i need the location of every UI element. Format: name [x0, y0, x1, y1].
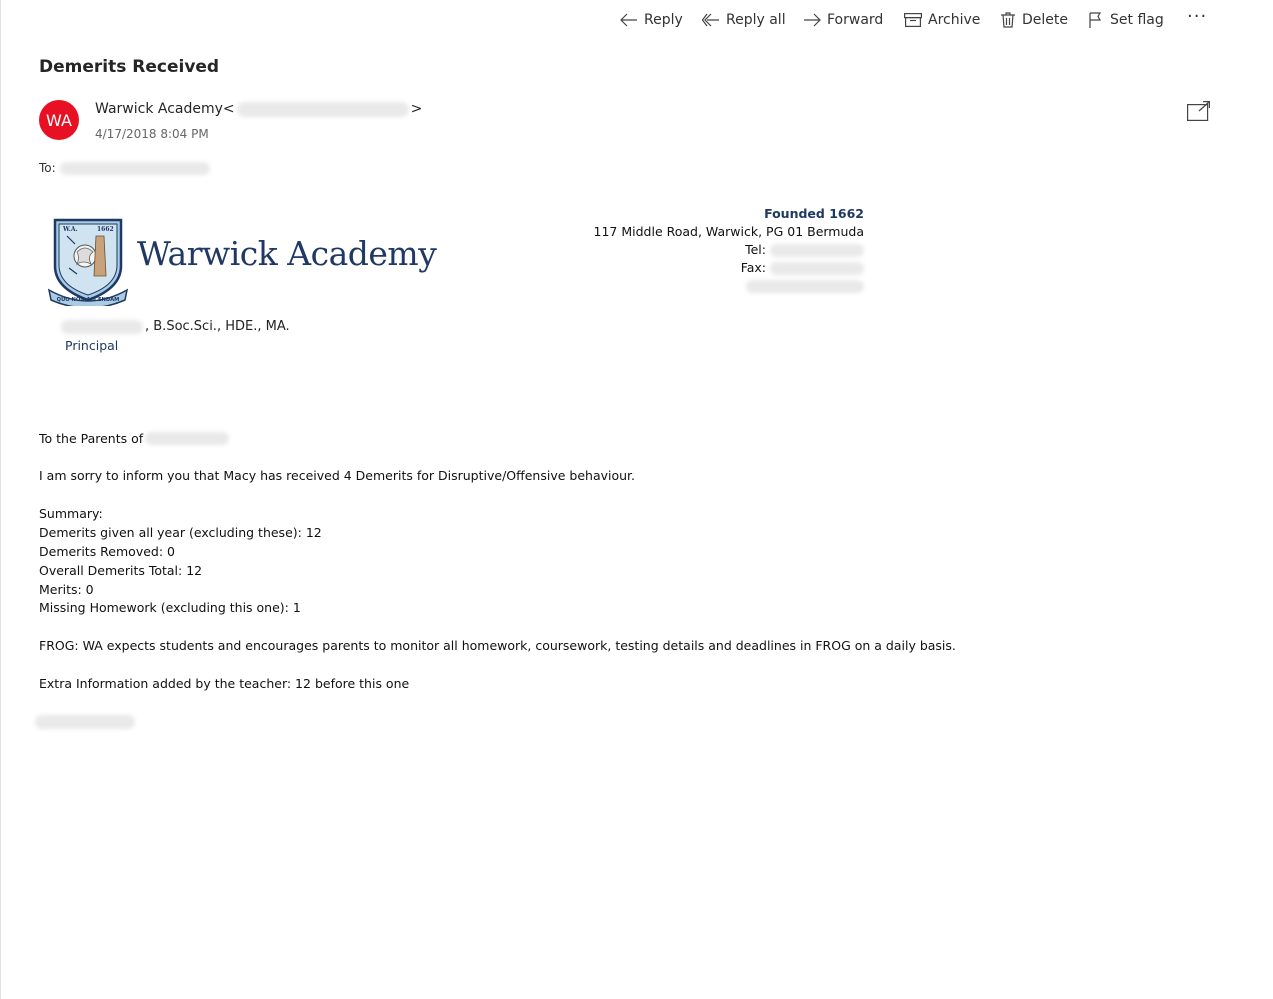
archive-label: Archive [928, 12, 981, 28]
sender-address-open: < [222, 101, 235, 117]
principal-credentials: , B.Soc.Sci., HDE., MA. [145, 319, 290, 334]
sender-line[interactable] [95, 101, 422, 117]
school-address: 117 Middle Road, Warwick, PG 01 Bermuda [593, 224, 864, 239]
forward-button[interactable] [803, 8, 883, 32]
school-crest-logo [47, 216, 129, 306]
message-subject: Demerits Received [39, 57, 220, 77]
reply-label: Reply [644, 12, 683, 28]
frog-paragraph: FROG: WA expects students and encourages parents to monitor all homework, coursework, testing details and deadlines in FROG on a daily basis. [39, 638, 956, 653]
reply-all-label: Reply all [726, 12, 786, 28]
recipients-line [39, 161, 210, 175]
summary-line: Demerits Removed: 0 [39, 544, 175, 559]
open-in-new-window-button[interactable] [1187, 101, 1211, 125]
school-name-logotype: Warwick Academy [137, 234, 437, 273]
sender-address-close: > [410, 101, 423, 117]
forward-label: Forward [827, 12, 884, 28]
tel-line [594, 241, 864, 259]
svg-text:1662: 1662 [97, 226, 114, 233]
flag-icon [1088, 12, 1104, 28]
greeting-text: To the Parents of [39, 431, 144, 446]
school-contact-block [594, 205, 864, 295]
redacted-signature [35, 715, 135, 729]
principal-title: Principal [65, 338, 119, 353]
fax-line [594, 259, 864, 277]
forward-icon [803, 13, 821, 27]
redacted-sender-address [237, 102, 409, 117]
summary-label: Summary: [39, 506, 103, 521]
delete-label: Delete [1022, 12, 1068, 28]
reply-button[interactable] [620, 8, 683, 32]
set-flag-label: Set flag [1110, 12, 1164, 28]
redacted-student-name [145, 432, 229, 445]
summary-line: Merits: 0 [39, 582, 94, 597]
archive-icon [904, 13, 922, 27]
set-flag-button[interactable] [1088, 8, 1164, 32]
popout-icon [1187, 101, 1211, 121]
archive-button[interactable] [904, 8, 980, 32]
tel-label: Tel: [745, 242, 766, 257]
redacted-principal-name [61, 320, 143, 334]
sender-avatar[interactable]: WA [39, 100, 79, 140]
principal-name-line [61, 319, 290, 334]
sender-name: Warwick Academy [95, 101, 223, 117]
greeting-line [39, 431, 229, 446]
reply-icon [620, 13, 638, 27]
more-actions-button[interactable]: ··· [1187, 6, 1208, 27]
svg-text:W.A.: W.A. [63, 226, 78, 233]
fax-label: Fax: [740, 260, 766, 275]
email-line [594, 277, 864, 295]
to-label: To: [39, 161, 56, 175]
message-date: 4/17/2018 8:04 PM [95, 127, 209, 141]
summary-line: Overall Demerits Total: 12 [39, 563, 203, 578]
trash-icon [1000, 12, 1016, 28]
delete-button[interactable] [1000, 8, 1068, 32]
redacted-fax [770, 262, 864, 275]
founded-line: Founded 1662 [764, 206, 864, 221]
svg-text:QUO NON ASCENDAM: QUO NON ASCENDAM [56, 297, 120, 303]
summary-line: Missing Homework (excluding this one): 1 [39, 600, 301, 615]
redacted-email [746, 280, 864, 293]
redacted-tel [770, 244, 864, 257]
message-toolbar [1, 0, 1273, 40]
reply-all-button[interactable] [702, 8, 786, 32]
summary-line: Demerits given all year (excluding these): 12 [39, 525, 322, 540]
redacted-recipient [60, 162, 210, 175]
intro-paragraph: I am sorry to inform you that Macy has received 4 Demerits for Disruptive/Offensive behaviour. [39, 468, 636, 483]
extra-information: Extra Information added by the teacher: 12 before this one [39, 676, 410, 691]
reply-all-icon [702, 13, 720, 27]
